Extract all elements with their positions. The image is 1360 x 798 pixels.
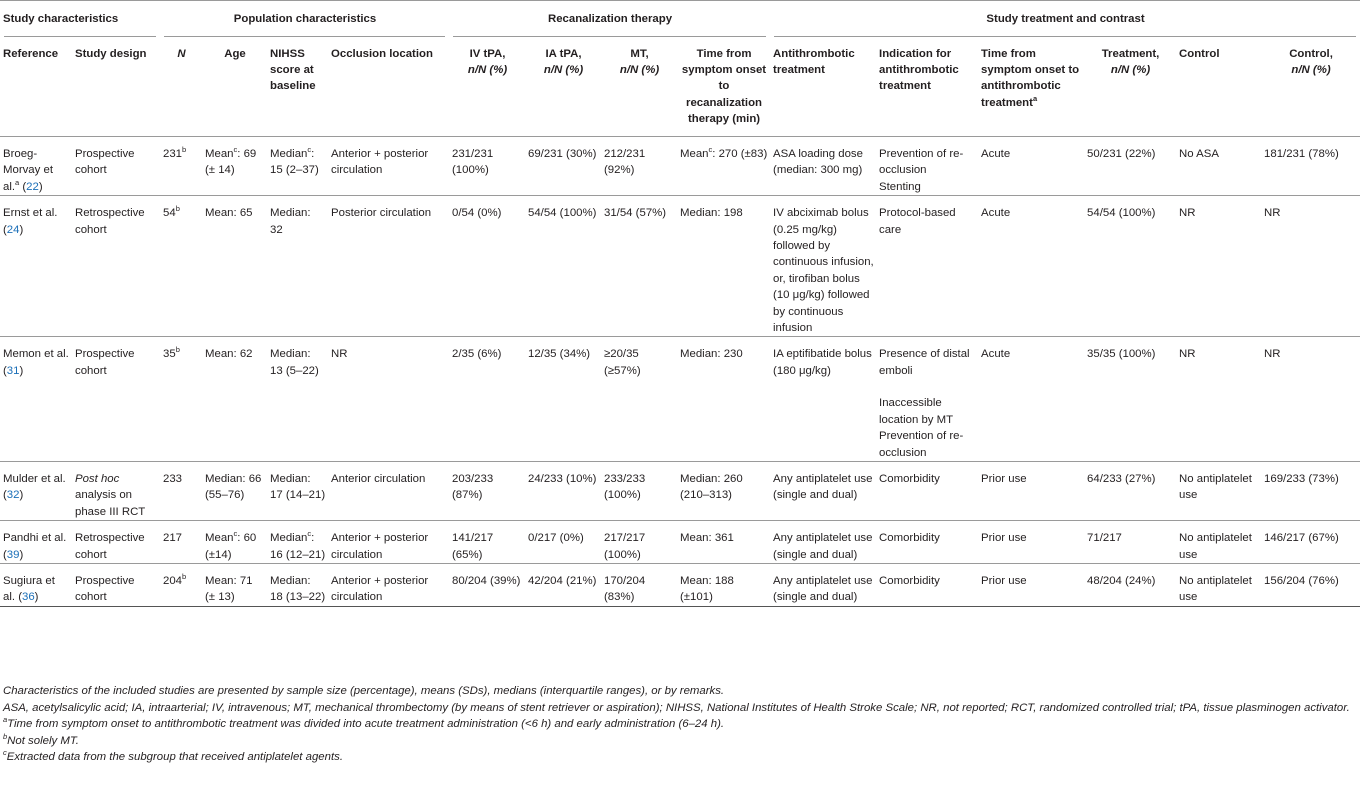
cell-indication: Prevention of re-occlusion Stenting	[879, 148, 964, 193]
citation-link[interactable]: 24	[6, 223, 20, 236]
cell-time-recanalization: Median: 198	[680, 207, 743, 220]
col-nihss: NIHSS score at baseline	[270, 47, 316, 93]
cell-timing: Acute	[981, 207, 1011, 220]
citation-link[interactable]: 22	[26, 180, 39, 193]
cell-ia-tpa: 54/54 (100%)	[528, 207, 597, 220]
cell-antithrombotic: Any antiplatelet use (single and dual)	[773, 574, 873, 604]
col-occlusion: Occlusion location	[331, 47, 433, 60]
cell-timing: Prior use	[981, 472, 1027, 485]
table-row	[0, 196, 1360, 337]
cell-antithrombotic: ASA loading dose (median: 300 mg)	[773, 148, 863, 177]
cell-occlusion: Anterior circulation	[331, 472, 426, 485]
col-ivtpa: IV tPA, n/N (%)	[467, 47, 508, 76]
cell-age: Mean: 71 (± 13)	[205, 574, 253, 604]
cell-time-recanalization: Median: 230	[680, 348, 743, 361]
col-iatpa: IA tPA, n/N (%)	[543, 47, 584, 76]
col-treatment: Treatment, n/N (%)	[1101, 47, 1160, 76]
cell-time-recanalization: Mean: 188 (±101)	[680, 574, 734, 604]
cell-time-recanalization: Mean: 361	[680, 532, 734, 545]
cell-indication: Comorbidity	[879, 574, 940, 587]
group-recanalization: Recanalization therapy	[449, 1, 770, 37]
cell-timing: Prior use	[981, 532, 1027, 545]
cell-nihss: Median: 18 (13–22)	[270, 574, 326, 604]
cell-indication: Comorbidity	[879, 472, 940, 485]
cell-treatment: 71/217	[1087, 532, 1122, 545]
cell-age: Mean: 65	[205, 207, 253, 220]
column-header-row	[0, 37, 1360, 137]
cell-indication: Presence of distal emboli Inaccessible location by MT Prevention of re-occlusion	[879, 348, 970, 459]
footnote-a: $^a$Time from symptom onset to antithrombotic treatment was divided into acute treatment administration (<6 h) and early administration (6–24 h).	[3, 715, 725, 731]
table-row	[0, 461, 1360, 520]
cell-design: Prospective cohort	[75, 348, 135, 377]
cell-occlusion: Anterior + posterior circulation	[331, 148, 429, 177]
cell-nihss: Median: 13 (5–22)	[270, 348, 319, 377]
cell-iv-tpa: 141/217 (65%)	[452, 532, 494, 561]
footnote-b: $^b$Not solely MT.	[3, 731, 79, 747]
citation-link[interactable]: 36	[22, 591, 35, 604]
cell-occlusion: Anterior + posterior circulation	[331, 532, 429, 561]
cell-mt: 31/54 (57%)	[604, 207, 667, 220]
citation-link[interactable]: 39	[6, 548, 20, 561]
col-reference: Reference	[3, 47, 59, 60]
col-n: N	[177, 47, 186, 60]
cell-n: 54$^b$	[163, 204, 180, 220]
table-row	[0, 521, 1360, 564]
cell-n: 217	[163, 532, 183, 545]
cell-nihss: Median$^c$: 16 (12–21)	[270, 529, 326, 561]
col-control: Control	[1179, 47, 1220, 60]
cell-nihss: Median$^c$: 15 (2–37)	[270, 145, 319, 177]
cell-ia-tpa: 0/217 (0%)	[528, 532, 584, 545]
cell-timing: Acute	[981, 348, 1011, 361]
cell-timing: Prior use	[981, 574, 1027, 587]
note-summary: Characteristics of the included studies are presented by sample size (percentage), means (SDs), medians (interquartile ranges), or by remarks.	[3, 685, 725, 697]
cell-ia-tpa: 12/35 (34%)	[528, 348, 591, 361]
cell-iv-tpa: 231/231 (100%)	[452, 148, 494, 177]
cell-occlusion: NR	[331, 348, 348, 361]
table-row	[0, 337, 1360, 461]
cell-reference: Broeg-Morvay et al.$^a$ (22)	[3, 148, 54, 193]
cell-control: NR	[1179, 348, 1196, 361]
cell-control: NR	[1179, 207, 1196, 220]
cell-n: 233	[163, 472, 183, 485]
col-design: Study design	[75, 47, 147, 60]
cell-control-pct: NR	[1264, 207, 1281, 220]
cell-reference: Pandhi et al. (39)	[3, 532, 67, 561]
cell-age: Mean$^c$: 60 (±14)	[205, 529, 257, 561]
cell-reference: Mulder et al. (32)	[3, 472, 66, 502]
cell-treatment: 64/233 (27%)	[1087, 472, 1156, 485]
cell-mt: 233/233 (100%)	[604, 472, 646, 502]
cell-antithrombotic: Any antiplatelet use (single and dual)	[773, 532, 873, 561]
cell-time-recanalization: Mean$^c$: 270 (±83)	[680, 145, 768, 160]
cell-treatment: 35/35 (100%)	[1087, 348, 1156, 361]
cell-nihss: Median: 17 (14–21)	[270, 472, 326, 502]
cell-mt: 170/204 (83%)	[604, 574, 646, 604]
cell-iv-tpa: 2/35 (6%)	[452, 348, 502, 361]
cell-age: Mean$^c$: 69 (± 14)	[205, 145, 257, 177]
cell-occlusion: Posterior circulation	[331, 207, 432, 220]
cell-nihss: Median: 32	[270, 207, 311, 236]
group-header-row	[0, 1, 1360, 37]
col-control-pct: Control, n/N (%)	[1289, 47, 1333, 76]
cell-iv-tpa: 0/54 (0%)	[452, 207, 502, 220]
cell-design: Retrospective cohort	[75, 532, 145, 561]
cell-control-pct: 156/204 (76%)	[1264, 574, 1339, 587]
cell-timing: Acute	[981, 148, 1011, 160]
table-row	[0, 137, 1360, 196]
group-study: Study characteristics	[0, 1, 160, 37]
col-time-recanalization: Time from symptom onset to recanalization therapy (min)	[681, 47, 767, 126]
cell-age: Mean: 62	[205, 348, 253, 361]
cell-indication: Protocol-based care	[879, 207, 956, 236]
col-age: Age	[224, 47, 246, 60]
table-footnotes	[3, 683, 1353, 766]
cell-ia-tpa: 69/231 (30%)	[528, 148, 597, 160]
cell-treatment: 50/231 (22%)	[1087, 148, 1156, 160]
cell-control: No antiplatelet use	[1179, 574, 1252, 604]
table-body	[0, 137, 1360, 607]
cell-ia-tpa: 24/233 (10%)	[528, 472, 597, 485]
cell-treatment: 54/54 (100%)	[1087, 207, 1156, 220]
group-population: Population characteristics	[160, 1, 449, 37]
cell-iv-tpa: 203/233 (87%)	[452, 472, 494, 502]
col-indication: Indication for antithrombotic treatment	[879, 47, 959, 93]
cell-ia-tpa: 42/204 (21%)	[528, 574, 597, 587]
cell-antithrombotic: IV abciximab bolus (0.25 mg/kg) followed by continuous infusion, or, tirofiban bolus (10 μg/kg) followed by continuous infusion	[773, 207, 874, 335]
cell-mt: 212/231 (92%)	[604, 148, 646, 177]
note-abbreviations: ASA, acetylsalicylic acid; IA, intraarterial; IV, intravenous; MT, mechanical thrombectomy (by means of stent retriever or aspiration); NIHSS, National Institutes of Health Stroke Scale; NR, not reported; RCT, randomized controlled trial; tPA, tissue plasminogen activator.	[3, 701, 1350, 714]
cell-n: 204$^b$	[163, 571, 187, 587]
col-antithrombotic: Antithrombotic treatment	[773, 47, 855, 76]
cell-antithrombotic: Any antiplatelet use (single and dual)	[773, 472, 873, 502]
table-row	[0, 563, 1360, 606]
cell-mt: 217/217 (100%)	[604, 532, 646, 561]
cell-control: No ASA	[1179, 148, 1219, 160]
cell-iv-tpa: 80/204 (39%)	[452, 574, 521, 587]
cell-n: 35$^b$	[163, 345, 180, 361]
cell-time-recanalization: Median: 260 (210–313)	[680, 472, 743, 502]
cell-occlusion: Anterior + posterior circulation	[331, 574, 429, 604]
cell-antithrombotic: IA eptifibatide bolus (180 μg/kg)	[773, 348, 872, 377]
cell-indication: Comorbidity	[879, 532, 940, 545]
cell-design: Retrospective cohort	[75, 207, 145, 236]
cell-reference: Ernst et al. (24)	[3, 207, 58, 236]
cell-control-pct: NR	[1264, 348, 1281, 361]
cell-design: Post hoc analysis on phase III RCT	[75, 472, 146, 518]
cell-reference: Sugiura et al. (36)	[3, 574, 55, 604]
cell-control-pct: 181/231 (78%)	[1264, 148, 1339, 160]
cell-design: Prospective cohort	[75, 574, 135, 604]
cell-treatment: 48/204 (24%)	[1087, 574, 1156, 587]
cell-control: No antiplatelet use	[1179, 532, 1252, 561]
group-treatment: Study treatment and contrast	[770, 1, 1360, 37]
col-mt: MT, n/N (%)	[619, 47, 660, 76]
cell-control-pct: 146/217 (67%)	[1264, 532, 1339, 545]
col-time-antithrombotic: Time from symptom onset to antithrombotic treatment$^a$	[981, 47, 1080, 109]
cell-reference: Memon et al. (31)	[3, 348, 69, 377]
cell-n: 231$^b$	[163, 145, 187, 160]
cell-control-pct: 169/233 (73%)	[1264, 472, 1339, 485]
cell-control: No antiplatelet use	[1179, 472, 1252, 502]
citation-link[interactable]: 31	[6, 364, 20, 377]
citation-link[interactable]: 32	[6, 489, 20, 502]
footnote-c: $^c$Extracted data from the subgroup that received antiplatelet agents.	[3, 748, 343, 764]
cell-age: Median: 66 (55–76)	[205, 472, 262, 502]
cell-mt: ≥20/35 (≥57%)	[604, 348, 641, 377]
cell-design: Prospective cohort	[75, 148, 135, 177]
